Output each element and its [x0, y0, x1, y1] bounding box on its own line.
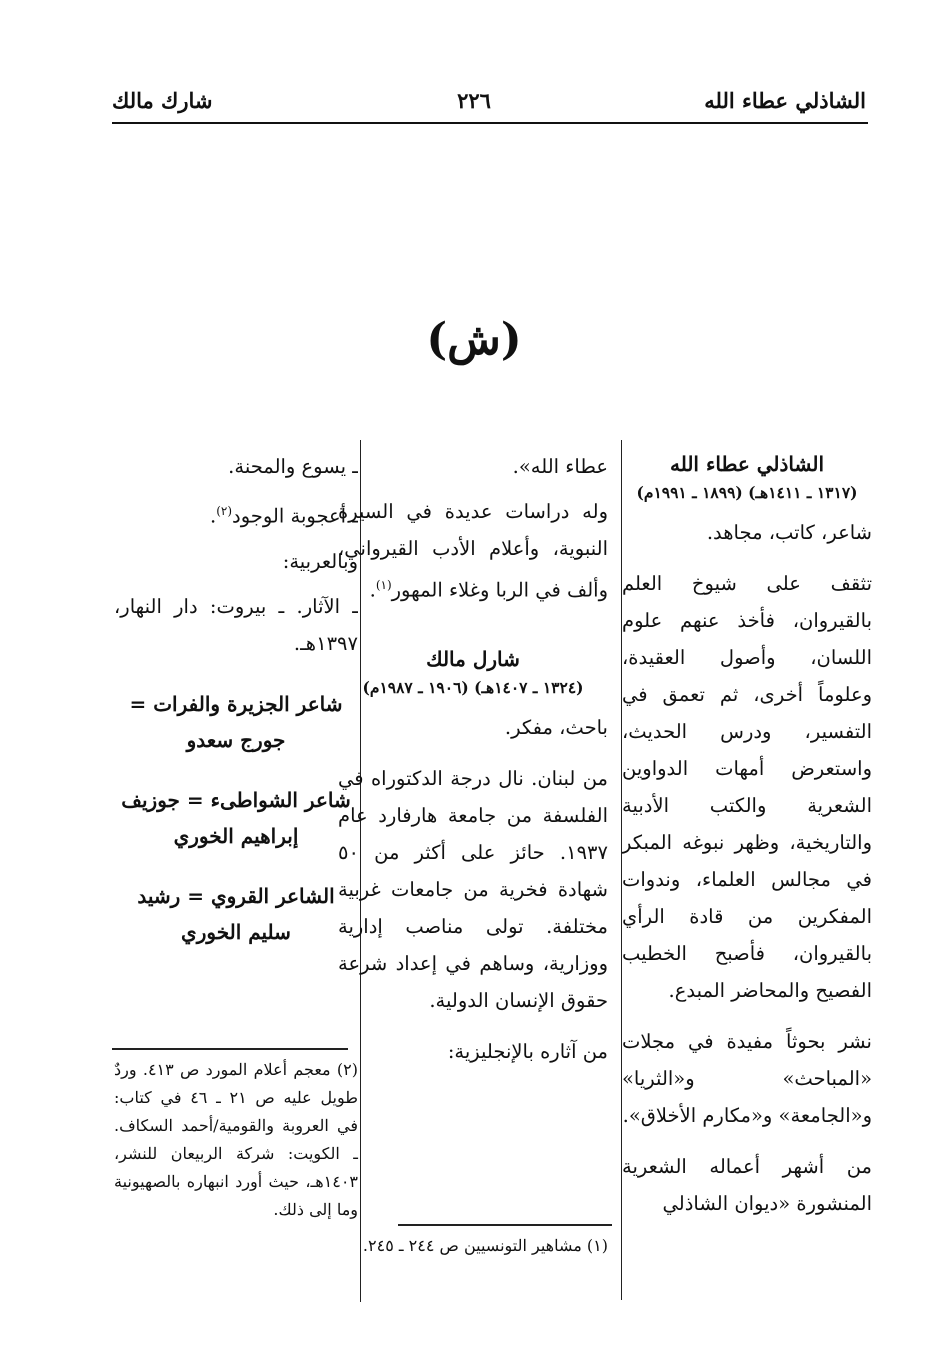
footnote: (٢) معجم أعلام المورد ص ٤١٣. وردٌ طويل عليه ص ٢١ ـ ٤٦ في كتاب: في العروبة والقومية/أحمد السكاف. ـ الكويت: شركة الربيعان للنشر، ١٤٠٣هـ، حيث أورد انبهاره بالصهيونية وما إلى ذلك. — [114, 1060, 359, 1219]
footnote: (١) مشاهير التونسيين ص ٢٤٤ ـ ٢٤٥. — [362, 1236, 608, 1255]
entry-paragraph: نشر بحوثاً مفيدة في مجلات «المباحث» و«الثريا» و«الجامعة» و«مكارم الأخلاق». — [622, 1030, 872, 1127]
entry-paragraph: تثقف على شيوخ العلم بالقيروان، فأخذ عنهم علوم اللسان، وأصول العقيدة، وعلوماً أخرى، ثم تعمق في التفسير، ودرس الحديث، واستعرض أمهات الدواوين الشعرية والكتب الأدبية والتاريخية، وظهر نبوغه المبكر في مجالس العلماء، وندوات المفكرين من قادة الرأي بالقيروان، فأصبح الخطيب الفصيح والمحاضر المبدع. — [622, 572, 872, 1002]
paragraph-end: . — [369, 578, 376, 602]
cross-reference: الشاعر القروي = رشيد سليم الخوري — [137, 883, 335, 944]
footnote-rule — [112, 1048, 348, 1050]
entry-title: الشاذلي عطاء الله — [669, 452, 824, 476]
column-right — [622, 448, 872, 1308]
work-title: ـ أعجوبة الوجود — [232, 504, 358, 528]
footnote-ref: (٢) — [216, 504, 233, 518]
footnote-ref: (١) — [375, 578, 392, 592]
entry-paragraph — [338, 493, 608, 609]
work-item: ـ يسوع والمحنة. — [228, 455, 358, 478]
paragraph-text: وله دراسات عديدة في السيرة النبوية، وأعلام الأدب القيرواني، وألف في الربا وغلاء المهور — [338, 500, 608, 602]
column-left — [114, 448, 358, 1040]
work-item — [114, 493, 358, 535]
work-end: . — [210, 504, 217, 528]
running-head-last-entry: شارك مالك — [112, 88, 213, 113]
entry-paragraph: من آثاره بالإنجليزية: — [447, 1039, 608, 1063]
entry-dates: (١٣٢٤ ـ ١٤٠٧هـ) (١٩٠٦ ـ ١٩٨٧م) — [362, 677, 584, 697]
entry-role: باحث، مفكر. — [504, 715, 608, 739]
footnote-rule — [398, 1224, 612, 1226]
section-letter-heading: (ش) — [426, 314, 522, 365]
cross-reference: شاعر الجزيرة والفرات = جورج سعدو — [129, 691, 343, 752]
entry-dates: (١٣١٧ ـ ١٤١١هـ) (١٨٩٩ ـ ١٩٩١م) — [636, 483, 858, 502]
entry-role: شاعر، كاتب، مجاهد. — [706, 521, 872, 544]
entry-paragraph: من لبنان. نال درجة الدكتوراه في الفلسفة من جامعة هارفارد عام ١٩٣٧. حائز على أكثر من ٥٠ شهادة فخرية من جامعات غربية مختلفة. تولى مناصب إدارية ووزارية، وساهم في إعداد شرعة حقوق الإنسان الدولية. — [338, 766, 608, 1012]
running-head-first-entry: الشاذلي عطاء الله — [704, 88, 866, 113]
column-middle — [338, 448, 608, 1208]
work-item: ـ الآثار. ـ بيروت: دار النهار، ١٣٩٧هـ. — [114, 594, 358, 655]
page-number: ٢٢٦ — [457, 88, 491, 113]
continued-text: عطاء الله». — [512, 455, 608, 478]
language-heading: وبالعربية: — [282, 549, 358, 573]
entry-paragraph: من أشهر أعماله الشعرية المنشورة «ديوان الشاذلي — [622, 1155, 872, 1215]
cross-reference: شاعر الشواطىء = جوزيف إبراهيم الخوري — [121, 787, 351, 848]
entry-title: شارل مالك — [426, 646, 520, 671]
header-rule — [112, 122, 868, 124]
